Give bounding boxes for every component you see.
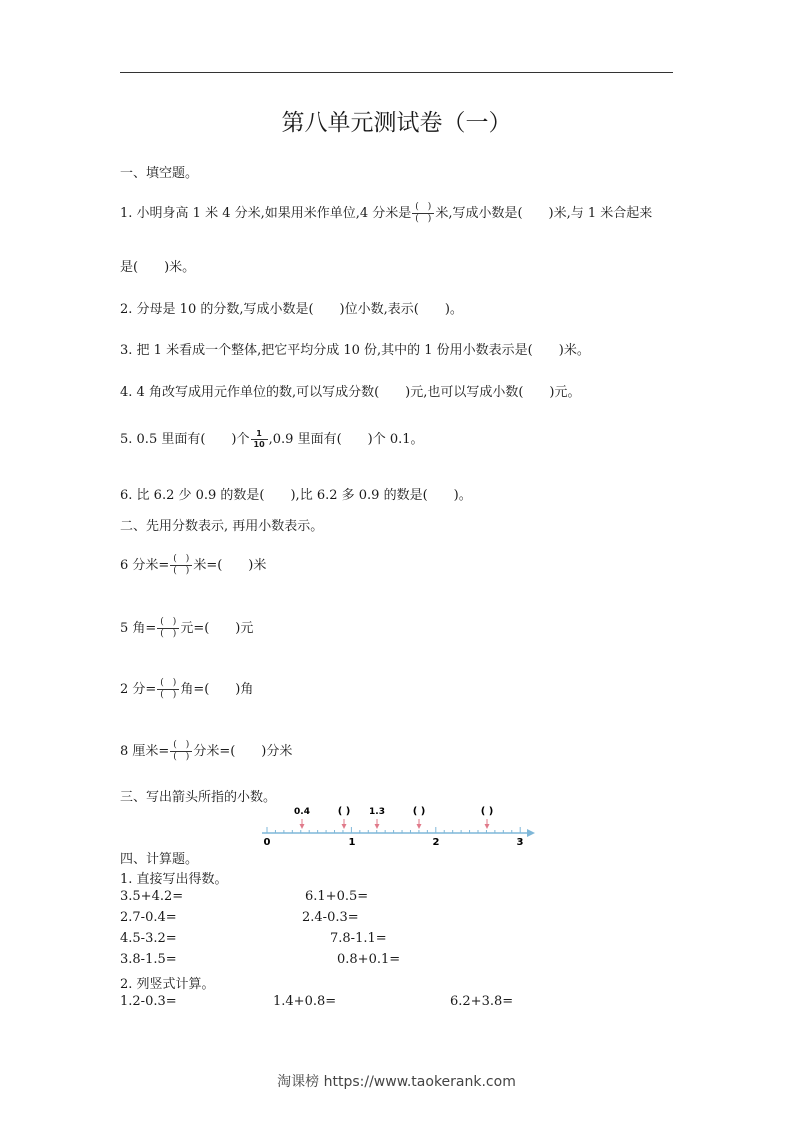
question-1-line-1 xyxy=(120,202,652,224)
arrow-down-icon xyxy=(375,819,380,829)
section-2-heading: 二、先用分数表示, 再用小数表示。 xyxy=(120,519,324,534)
question-1-line-2: 是( )米。 xyxy=(120,260,196,275)
axis-label: 0 xyxy=(263,837,271,848)
arrow-down-icon xyxy=(417,819,422,829)
section-1-heading: 一、填空题。 xyxy=(120,166,199,181)
question-1-text-a: 1. 小明身高 1 米 4 分米,如果用米作单位,4 分米是 xyxy=(120,206,412,221)
question-5-text-a: 5. 0.5 里面有( )个 xyxy=(120,432,250,447)
number-line-ticks xyxy=(267,827,529,833)
conversion-item: 5 角= $\frac{( )}{( )}$ 元=( )元 xyxy=(120,617,254,639)
question-5-text-b: ,0.9 里面有( )个 0.1。 xyxy=(268,432,424,447)
calc-item: 7.8-1.1= xyxy=(330,931,387,946)
number-line xyxy=(255,798,540,850)
arrow-down-icon xyxy=(485,819,490,829)
arrow-label: ( ) xyxy=(412,806,426,817)
fraction-blank: $\frac{( )}{( )}$ xyxy=(157,679,179,700)
arrow-label: 0.4 xyxy=(294,807,310,817)
vertical-calc-item: 1.4+0.8= xyxy=(273,994,337,1009)
conversion-item: 8 厘米= $\frac{( )}{( )}$ 分米=( )分米 xyxy=(120,740,293,762)
question-3: 3. 把 1 米看成一个整体,把它平均分成 10 份,其中的 1 份用小数表示是( )米。 xyxy=(120,343,590,358)
fraction-blank: $\frac{( )}{( )}$ xyxy=(157,618,179,639)
subsection-direct-calc: 1. 直接写出得数。 xyxy=(120,872,228,887)
calc-item: 0.8+0.1= xyxy=(337,952,401,967)
arrow-label: ( ) xyxy=(337,806,351,817)
calc-item: 3.8-1.5= xyxy=(120,952,177,967)
fraction-blank: $\frac{( )}{( )}$ xyxy=(412,203,434,224)
question-4: 4. 4 角改写成用元作单位的数,可以写成分数( )元,也可以写成小数( )元。 xyxy=(120,385,581,400)
calc-item: 2.7-0.4= xyxy=(120,910,177,925)
arrow-down-icon xyxy=(300,819,305,829)
calc-item: 2.4-0.3= xyxy=(302,910,359,925)
axis-label: 1 xyxy=(348,837,356,848)
question-2: 2. 分母是 10 的分数,写成小数是( )位小数,表示( )。 xyxy=(120,302,463,317)
axis-label: 2 xyxy=(432,837,440,848)
question-5 xyxy=(120,428,424,449)
vertical-calc-item: 1.2-0.3= xyxy=(120,994,177,1009)
question-6: 6. 比 6.2 少 0.9 的数是( ),比 6.2 多 0.9 的数是( )。 xyxy=(120,488,472,503)
section-3-heading: 三、写出箭头所指的小数。 xyxy=(120,790,277,805)
vertical-calc-item: 6.2+3.8= xyxy=(450,994,514,1009)
header-rule xyxy=(120,72,673,73)
number-line-arrowhead xyxy=(527,829,535,837)
axis-label: 3 xyxy=(516,837,524,848)
section-4-heading: 四、计算题。 xyxy=(120,852,199,867)
fraction-blank: $\frac{( )}{( )}$ xyxy=(170,741,192,762)
subsection-vertical-calc: 2. 列竖式计算。 xyxy=(120,977,215,992)
arrow-label: 1.3 xyxy=(369,807,385,817)
calc-item: 3.5+4.2= xyxy=(120,889,184,904)
conversion-item: 2 分= $\frac{( )}{( )}$ 角=( )角 xyxy=(120,678,254,700)
fraction-blank: $\frac{( )}{( )}$ xyxy=(170,555,192,576)
page-title: 第八单元测试卷（一） xyxy=(281,110,512,136)
conversion-item: 6 分米= $\frac{( )}{( )}$ 米=( )米 xyxy=(120,554,267,576)
calc-item: 4.5-3.2= xyxy=(120,931,177,946)
calc-item: 6.1+0.5= xyxy=(305,889,369,904)
footer-watermark: 淘课榜 https://www.taokerank.com xyxy=(277,1074,516,1090)
arrow-label: ( ) xyxy=(480,806,494,817)
question-1-text-b: 米,写成小数是( )米,与 1 米合起来 xyxy=(435,206,653,221)
fraction-one-tenth: $\frac{1}{10}$ xyxy=(251,430,268,449)
arrow-down-icon xyxy=(342,819,347,829)
